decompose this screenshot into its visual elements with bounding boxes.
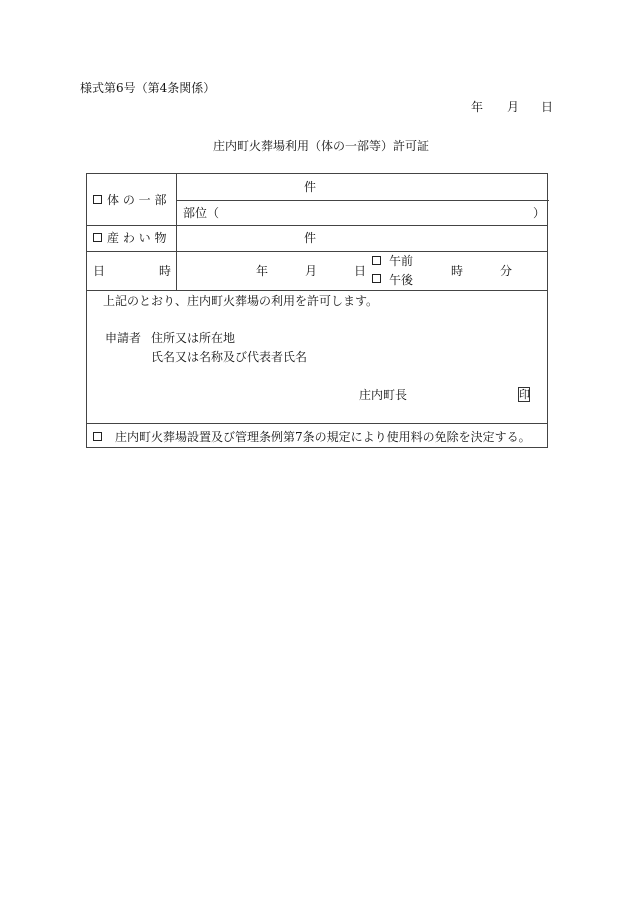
datetime-label-time: 時 xyxy=(159,264,172,278)
column-divider xyxy=(176,174,177,290)
datetime-minute: 分 xyxy=(500,264,513,278)
body-part-checkbox[interactable] xyxy=(93,195,102,204)
row-divider xyxy=(87,251,547,252)
applicant-address-label: 住所又は所在地 xyxy=(151,331,236,345)
row-divider xyxy=(176,200,549,201)
applicant-name-label: 氏名又は名称及び代表者氏名 xyxy=(151,350,308,364)
seal-mark: 印 xyxy=(519,388,530,401)
afterbirth-count-unit: 件 xyxy=(304,231,317,245)
afterbirth-label: 産 わ い 物 xyxy=(107,231,167,245)
afterbirth-checkbox[interactable] xyxy=(93,233,102,242)
permit-form-table xyxy=(86,173,548,448)
row-divider xyxy=(87,225,547,226)
am-label: 午前 xyxy=(389,254,414,268)
pm-checkbox[interactable] xyxy=(372,274,381,283)
body-part-location-label: 部位（ xyxy=(183,206,220,220)
datetime-label-day: 日 xyxy=(93,264,106,278)
datetime-hour: 時 xyxy=(451,264,464,278)
body-part-count-unit: 件 xyxy=(304,180,317,194)
form-number: 様式第6号（第4条関係） xyxy=(80,81,216,95)
row-divider xyxy=(87,423,547,424)
datetime-month: 月 xyxy=(305,264,318,278)
fee-exemption-text: 庄内町火葬場設置及び管理条例第7条の規定により使用料の免除を決定する。 xyxy=(115,430,531,444)
body-part-location-close: ） xyxy=(533,206,546,220)
datetime-day: 日 xyxy=(354,264,367,278)
permission-statement: 上記のとおり、庄内町火葬場の利用を許可します。 xyxy=(103,294,379,308)
body-part-label: 体 の 一 部 xyxy=(107,193,167,207)
pm-label: 午後 xyxy=(389,273,414,287)
date-year-label: 年 xyxy=(471,100,484,114)
datetime-year: 年 xyxy=(256,264,269,278)
row-divider xyxy=(87,290,547,291)
mayor-label: 庄内町長 xyxy=(359,388,408,402)
fee-exemption-checkbox[interactable] xyxy=(93,432,102,441)
applicant-label: 申請者 xyxy=(105,331,142,345)
date-day-label: 日 xyxy=(541,100,554,114)
am-checkbox[interactable] xyxy=(372,256,381,265)
date-month-label: 月 xyxy=(507,100,520,114)
document-title: 庄内町火葬場利用（体の一部等）許可証 xyxy=(213,139,430,153)
